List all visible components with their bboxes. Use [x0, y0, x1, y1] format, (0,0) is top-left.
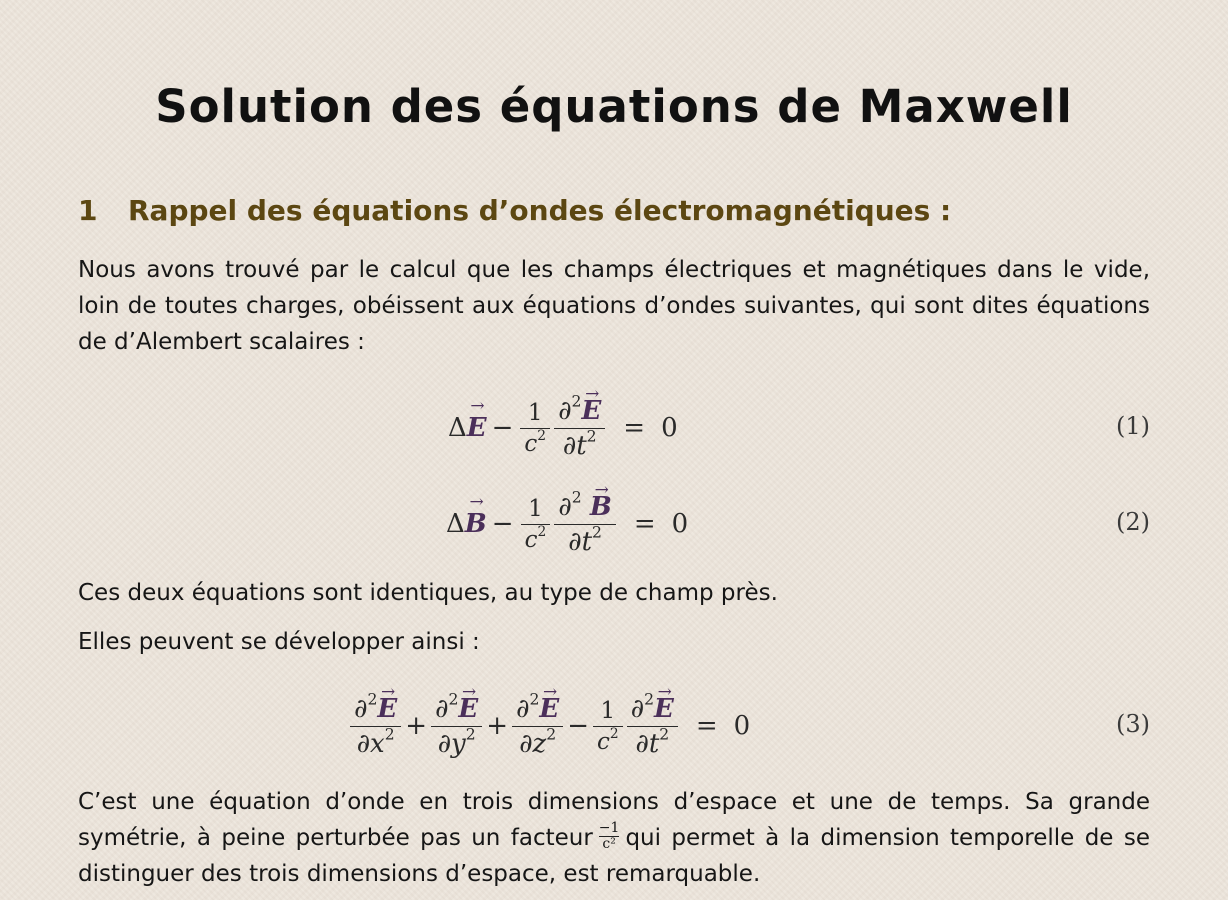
- equation-2-math: Δ → B − $\frac{1}{c^2}$ $\frac{\partial^2 \to B}{\partial t^2}$ = 0: [446, 486, 688, 562]
- document-title: Solution des équations de Maxwell: [155, 80, 1073, 133]
- section-number: 1: [78, 194, 98, 227]
- develop-paragraph: Elles peuvent se développer ainsi :: [78, 629, 480, 655]
- section-heading: [78, 194, 951, 227]
- closing-text-2: qui permet à la dimension temporelle de se distinguer des trois dimensions d’espace, est remarquable.: [78, 825, 1150, 887]
- equation-number: (2): [1116, 508, 1150, 536]
- equation-1: [78, 390, 1150, 466]
- closing-text-1: C’est une équation d’onde en trois dimensions d’espace et une de temps. Sa grande symétrie, à peine perturbée pas un facteur: [78, 789, 1150, 851]
- equation-2: [78, 486, 1150, 562]
- intro-paragraph: Nous avons trouvé par le calcul que les champs électriques et magnétiques dans le vide, loin de toutes charges, obéissent aux équations d’ondes suivantes, qui sont dites équations de d’Alembert scalaires :: [78, 257, 1150, 355]
- inline-fraction: [599, 821, 620, 852]
- field-symbol: → E: [654, 692, 674, 726]
- field-symbol: → E: [467, 413, 487, 443]
- equation-number: (3): [1116, 710, 1150, 738]
- field-symbol: → E: [377, 692, 397, 726]
- field-symbol: → B: [465, 509, 487, 539]
- identical-paragraph: Ces deux équations sont identiques, au type de champ près.: [78, 580, 778, 606]
- inline-fraction-numerator: −1: [598, 820, 620, 836]
- field-symbol: → E: [581, 394, 601, 428]
- equation-1-math: Δ → E − $\frac{1}{c^2}$ $\frac{\partial^2\to E}{\partial t^2}$ = 0: [448, 390, 678, 466]
- equation-number: (1): [1116, 412, 1150, 440]
- field-symbol: → E: [458, 692, 478, 726]
- field-symbol: → B: [590, 490, 612, 524]
- section-title: Rappel des équations d’ondes électromagnétiques :: [128, 194, 952, 227]
- closing-paragraph: [78, 784, 1150, 892]
- field-symbol: → E: [539, 692, 559, 726]
- equation-3-math: $\frac{\partial^2\to E}{\partial x^2}$ + $\frac{\partial^2\to E}{\partial y^2}$ + $\frac{\partial^2\to E}{\partial z^2}$ − $\frac{1}{c^2}$ $\frac{\partial^2\to E}{\partial t^2}$ = 0: [348, 688, 750, 764]
- equation-3: [78, 688, 1150, 764]
- inline-fraction-denominator: c²: [602, 836, 616, 852]
